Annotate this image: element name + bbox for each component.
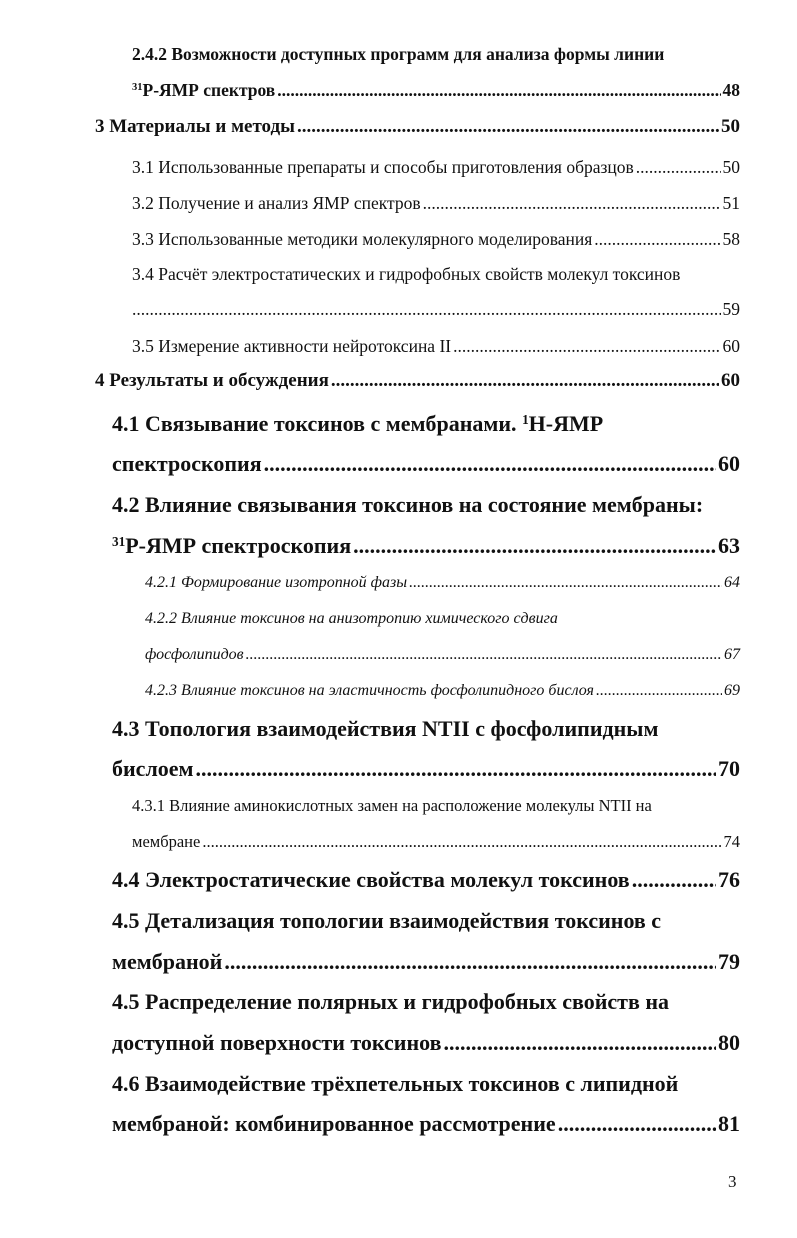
toc-entry-3-4[interactable] (132, 299, 740, 319)
page-ref: 60 (721, 370, 740, 391)
toc-entry-4[interactable]: 4 Результаты и обсуждения ..... 60 (95, 370, 740, 392)
page-ref: 69 (724, 682, 740, 699)
page-ref: 76 (718, 867, 740, 892)
toc-entry-2-4-2[interactable]: $^{31}$Р-ЯМР спектров ..... 48 (132, 80, 740, 100)
dot-leader (409, 574, 722, 592)
page-ref: 51 (722, 193, 740, 213)
page-ref: 79 (718, 949, 740, 974)
toc-entry-4-2-line1: 4.2 Влияние связывания токсинов на состояние мембраны: (112, 492, 704, 517)
dot-leader (423, 193, 721, 213)
toc-entry-4-6-line1: 4.6 Взаимодействие трёхпетельных токсинов с липидной (112, 1071, 679, 1096)
dot-leader (196, 756, 716, 781)
dot-leader (594, 229, 720, 249)
toc-entry-4-5a-line1: 4.5 Детализация топологии взаимодействия токсинов с (112, 908, 662, 933)
toc-entry-4-3-1-line1: 4.3.1 Влияние аминокислотных замен на расположение молекулы NTII на (132, 796, 652, 815)
dot-leader (558, 1111, 716, 1136)
page-ref: 58 (722, 229, 740, 249)
dot-leader (353, 533, 716, 558)
page-ref: 50 (721, 116, 740, 137)
toc-entry-3-5[interactable]: 3.5 Измерение активности нейротоксина II ..... 60 (132, 336, 740, 356)
page-ref: 63 (718, 533, 740, 558)
page-ref: 67 (724, 646, 740, 663)
toc-entry-4-5a[interactable]: мембраной ..... 79 (112, 949, 740, 974)
toc-entry-4-2-2[interactable]: фосфолипидов ..... 67 (145, 646, 740, 664)
dot-leader (632, 867, 716, 892)
toc-entry-3-3[interactable]: 3.3 Использованные методики молекулярного моделирования ..... 58 (132, 229, 740, 249)
toc-entry-4-4[interactable]: 4.4 Электростатические свойства молекул токсинов ..... 76 (112, 867, 740, 892)
dot-leader (264, 451, 716, 476)
page-ref: 64 (724, 574, 740, 591)
toc-entry-3-4-line1: 3.4 Расчёт электростатических и гидрофобных свойств молекул токсинов (132, 264, 681, 284)
dot-leader (636, 157, 721, 177)
toc-entry-4-1-line1: 4.1 Связывание токсинов с мембранами. $^1$Н-ЯМР (112, 411, 604, 436)
dot-leader (596, 682, 722, 700)
toc-entry-3-1[interactable]: 3.1 Использованные препараты и способы приготовления образцов ..... 50 (132, 157, 740, 177)
toc-entry-2-4-2-line1: 2.4.2 Возможности доступных программ для анализа формы линии (132, 44, 665, 64)
toc-entry-4-2-2-line1: 4.2.2 Влияние токсинов на анизотропию химического сдвига (145, 610, 558, 627)
page-ref: 80 (718, 1030, 740, 1055)
toc-entry-4-1[interactable]: спектроскопия ..... 60 (112, 451, 740, 476)
dot-leader (297, 116, 719, 138)
page-ref: 70 (718, 756, 740, 781)
page-ref: 60 (722, 336, 740, 356)
toc-entry-4-3-line1: 4.3 Топология взаимодействия NTII с фосфолипидным (112, 716, 659, 741)
page-ref: 50 (722, 157, 740, 177)
toc-entry-4-3[interactable]: бислоем ..... 70 (112, 756, 740, 781)
dot-leader (202, 833, 721, 852)
dot-leader (453, 336, 720, 356)
toc-entry-4-2[interactable]: $^{31}$Р-ЯМР спектроскопия ..... 63 (112, 533, 740, 558)
toc-entry-4-5b-line1: 4.5 Распределение полярных и гидрофобных свойств на (112, 989, 670, 1014)
page-ref: 81 (718, 1111, 740, 1136)
toc-entry-3[interactable]: 3 Материалы и методы ..... 50 (95, 116, 740, 138)
dot-leader (443, 1030, 716, 1055)
dot-leader (224, 949, 716, 974)
toc-entry-4-5b[interactable]: доступной поверхности токсинов ..... 80 (112, 1030, 740, 1055)
toc-entry-3-2[interactable]: 3.2 Получение и анализ ЯМР спектров ..... 51 (132, 193, 740, 213)
dot-leader (277, 80, 720, 100)
page-ref: 74 (723, 832, 740, 851)
page-ref: 48 (722, 80, 740, 100)
page-ref: 59 (722, 299, 740, 319)
page-number: 3 (728, 1172, 737, 1191)
dot-leader (132, 299, 721, 319)
toc-entry-4-2-1[interactable]: 4.2.1 Формирование изотропной фазы ..... 64 (145, 574, 740, 592)
page-ref: 60 (718, 451, 740, 476)
dot-leader (246, 646, 722, 664)
toc-entry-4-6[interactable]: мембраной: комбинированное рассмотрение ..... 81 (112, 1111, 740, 1136)
toc-entry-4-3-1[interactable]: мембране ..... 74 (132, 833, 740, 852)
toc-entry-4-2-3[interactable]: 4.2.3 Влияние токсинов на эластичность фосфолипидного бислоя ..... 69 (145, 682, 740, 700)
dot-leader (331, 370, 719, 392)
